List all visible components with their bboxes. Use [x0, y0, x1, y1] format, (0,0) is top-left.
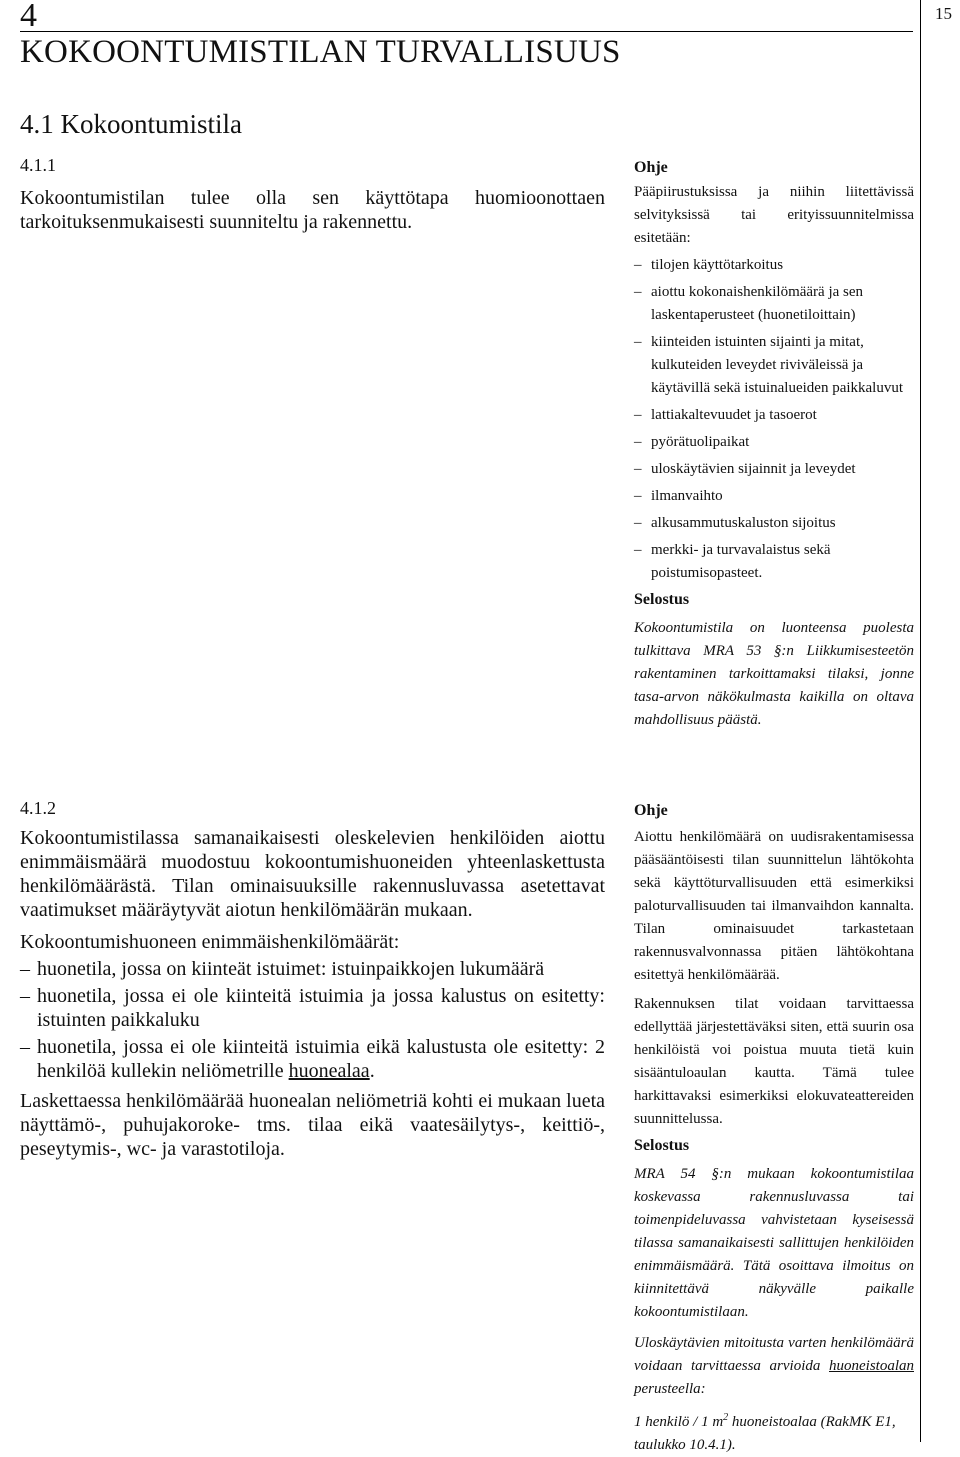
sidebar-guidance-2 [634, 800, 914, 1457]
list-item: – lattiakaltevuudet ja tasoerot [634, 407, 817, 423]
section-heading-4-1: 4.1 Kokoontumistila [20, 109, 242, 139]
huoneistoalan-term: huoneistoalan [829, 1358, 914, 1374]
huonealaa-term: huonealaa [288, 1060, 370, 1082]
ohje-paragraph-2: Rakennuksen tilat voidaan tarvittaessa edellyttää järjestettäväksi siten, että suurin osa henkilöistä voi poistua muuta tietä kuin sisääntuloaulan kautta. Tämä tulee harkittavaksi esimerkiksi elokuvateattereiden suunnittelussa. [634, 996, 914, 1127]
ohje-intro: Pääpiirustuksissa ja niihin liitettävissä selvityksissä tai erityissuunnitelmissa esitetään: [634, 184, 914, 246]
list-item: – tilojen käyttötarkoitus [634, 257, 784, 273]
page-edge-rule [920, 0, 921, 1442]
selostus-text: Kokoontumistila on luonteensa puolesta tulkittava MRA 53 §:n Liikkumisesteetön rakentaminen tarkoittamaksi tilaksi, jonne tasa-arvon näkökulmasta kaikilla on oltava mahdollisuus päästä. [634, 620, 914, 728]
selostus-paragraph-1: MRA 54 §:n mukaan kokoontumistilaa koskevassa rakennusluvassa tai toimenpideluvassa vahvistetaan kyseisessä tilassa samanaikaisesti sallittujen henkilöiden enimmäismäärä. Tätä osoittava ilmoitus on kiinnitettävä näkyvälle paikalle kokoontumistilaan. [634, 1166, 914, 1320]
ohje-heading-2: Ohje [634, 802, 668, 819]
list-item: – uloskäytävien sijainnit ja leveydet [634, 461, 856, 477]
list-item: – huonetila, jossa ei ole kiinteitä istuimia ja jossa kalustus on esitetty: istuinten paikkaluku [20, 985, 605, 1031]
ohje-heading: Ohje [634, 159, 668, 176]
list-item: – pyörätuolipaikat [634, 434, 750, 450]
list-item: – kiinteiden istuinten sijainti ja mitat, kulkuteiden leveydet riviväleissä ja käytävillä sekä istuinalueiden paikkaluvut [634, 334, 904, 396]
list-item: – ilmanvaihto [634, 488, 723, 504]
list-item: – huonetila, jossa on kiinteät istuimet: istuinpaikkojen lukumäärä [20, 958, 545, 980]
chapter-number: 4 [20, 0, 37, 34]
occupancy-list [20, 957, 605, 1083]
list-item: – merkki- ja turvavalaistus sekä poistumisopasteet. [634, 542, 831, 581]
formula: 1 henkilö / 1 $m^2$ huoneistoalaa (RakMK E1, taulukko 10.4.1). [634, 1412, 896, 1453]
ohje-paragraph-1: Aiottu henkilömäärä on uudisrakentamisessa pääsääntöisesti tilan suunnittelun lähtökohta sekä käyttöturvallisuuden että esimerkiksi paloturvallisuuden tai ilmanvaihdon kannalta. Tilan ominaisuudet tarkastetaan rakennusvalvonnassa pitäen lähtökohtana esitettyä henkilömäärää. [634, 829, 914, 983]
section-4-1-2-body [20, 826, 605, 1161]
section-number-4-1-1: 4.1.1 [20, 155, 56, 175]
selostus-paragraph-2: Uloskäytävien mitoitusta varten henkilömäärä voidaan tarvittaessa arvioida huoneistoalan perusteella: [634, 1335, 914, 1397]
chapter-title: KOKOONTUMISTILAN TURVALLISUUS [20, 34, 621, 70]
selostus-heading-2: Selostus [634, 1137, 690, 1154]
selostus-heading: Selostus [634, 591, 690, 608]
list-item: – aiottu kokonaishenkilömäärä ja sen laskentaperusteet (huonetiloittain) [634, 284, 864, 323]
sidebar-guidance-1 [634, 157, 914, 732]
list-item: – alkusammutuskaluston sijoitus [634, 515, 836, 531]
ohje-list [634, 254, 914, 585]
section-4-1-2-para1: Kokoontumistilassa samanaikaisesti oleskelevien henkilöiden aiottu enimmäismäärä muodostuu kokoontumishuoneiden yhteenlaskettusta henkilömäärästä. Tilan ominaisuuksille rakennusluvassa asetettavat vaatimukset määräytyvät aiotun henkilömäärän mukaan. [20, 827, 605, 921]
list-intro: Kokoontumishuoneen enimmäishenkilömäärät: [20, 931, 400, 953]
section-4-1-1-text: Kokoontumistilan tulee olla sen käyttötapa huomioonottaen tarkoituksenmukaisesti suunniteltu ja rakennettu. [20, 187, 605, 233]
section-number-4-1-2: 4.1.2 [20, 798, 56, 818]
section-4-1-2-para2: Laskettaessa henkilömäärää huonealan neliömetriä kohti ei mukaan lueta näyttämö-, puhujakoroke- tms. tilaa eikä vaatesäilytys-, keittiö-, peseytymis-, wc- ja varastotiloja. [20, 1090, 605, 1160]
page-number: 15 [935, 4, 952, 23]
list-item: – huonetila, jossa ei ole kiinteitä istuimia eikä kalustusta ole esitetty: 2 henkilöä kullekin neliömetrille huonealaa. [20, 1036, 605, 1082]
